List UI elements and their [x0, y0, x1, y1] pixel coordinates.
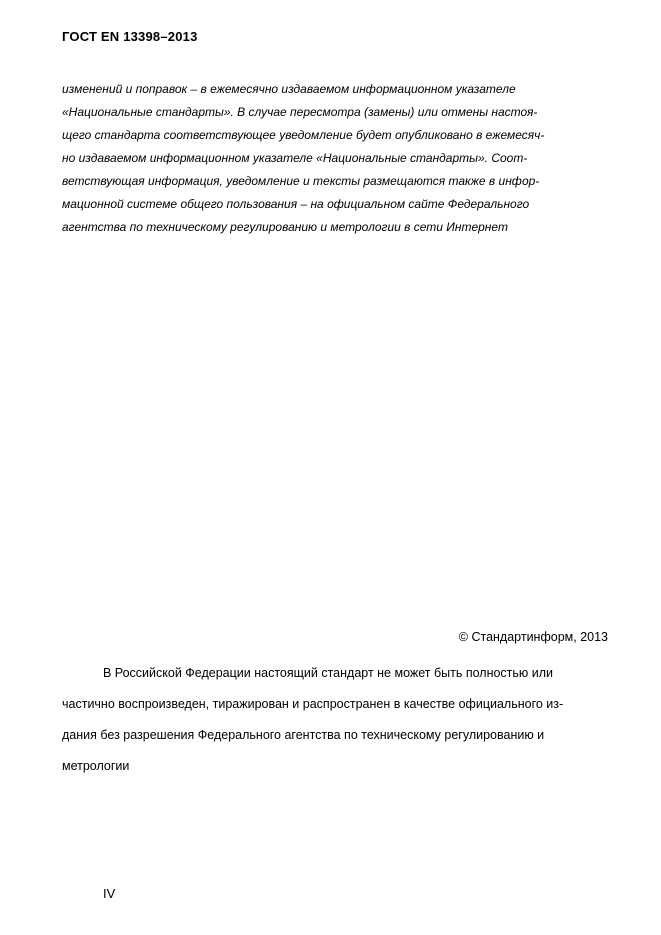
reproduction-line: дания без разрешения Федерального агентства по техническому регулированию и [62, 728, 545, 742]
reproduction-notice-paragraph [62, 658, 622, 782]
notice-line: изменений и поправок – в ежемесячно издаваемом информационном указателе [62, 82, 516, 96]
document-code-header: ГОСТ EN 13398–2013 [62, 29, 198, 44]
page-number: IV [103, 886, 116, 901]
notice-line: «Национальные стандарты». В случае пересмотра (замены) или отмены настоя- [62, 105, 538, 119]
notice-line: агентства по техническому регулированию и метрологии в сети Интернет [62, 220, 508, 234]
copyright-line: © Стандартинформ, 2013 [458, 630, 608, 644]
standards-notice-paragraph [62, 78, 622, 239]
notice-line: ветствующая информация, уведомление и тексты размещаются также в инфор- [62, 174, 540, 188]
notice-line: но издаваемом информационном указателе «Национальные стандарты». Соот- [62, 151, 528, 165]
reproduction-line: В Российской Федерации настоящий стандарт не может быть полностью или [103, 666, 554, 680]
reproduction-line: частично воспроизведен, тиражирован и распространен в качестве официального из- [62, 697, 564, 711]
notice-line: щего стандарта соответствующее уведомление будет опубликовано в ежемесяч- [62, 128, 545, 142]
reproduction-line: метрологии [62, 759, 130, 773]
notice-line: мационной системе общего пользования – на официальном сайте Федерального [62, 197, 530, 211]
